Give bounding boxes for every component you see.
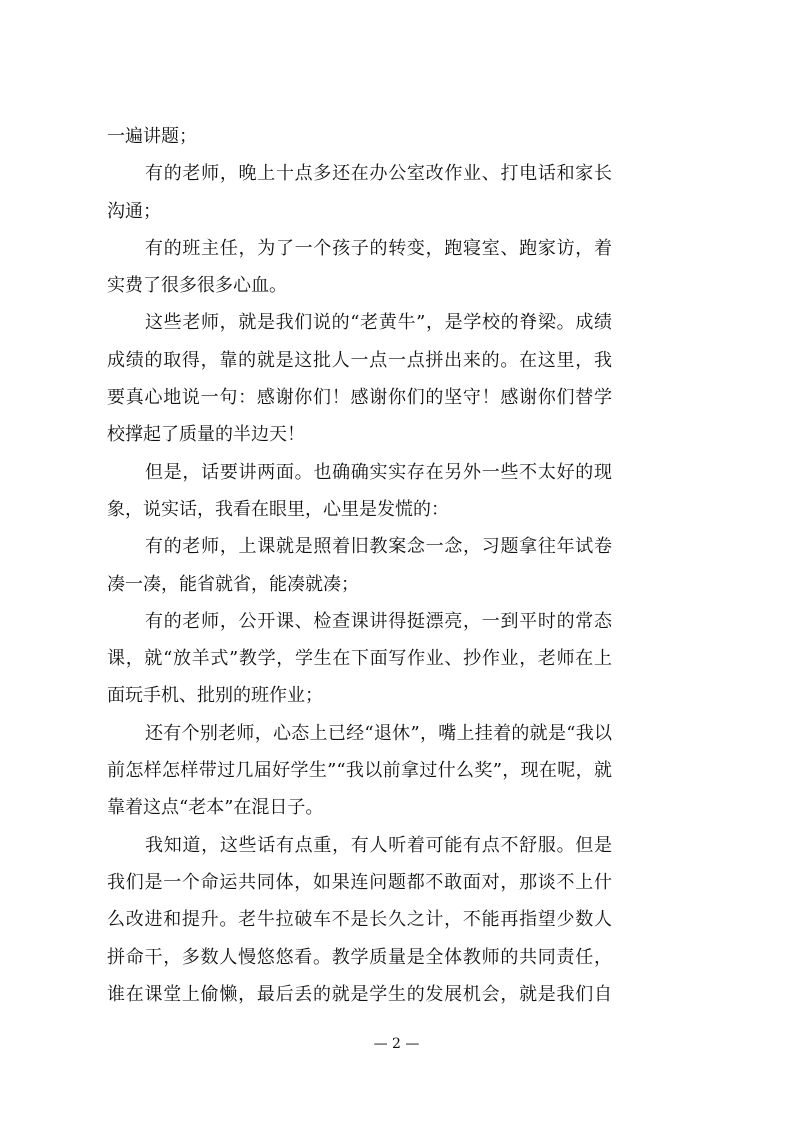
text-line: 成绩的取得，靠的就是这批人一点一点拼出来的。在这里，我	[107, 349, 612, 371]
text-line: 实费了很多很多心血。	[107, 275, 287, 297]
text-line: 一遍讲题；	[107, 126, 197, 147]
text-line: 有的老师，上课就是照着旧教案念一念，习题拿往年试卷	[145, 536, 612, 558]
text-line: 但是，话要讲两面。也确确实实存在另外一些不太好的现	[145, 461, 612, 483]
document-body	[107, 118, 612, 1013]
text-line: 有的班主任，为了一个孩子的转变，跑寝室、跑家访，着	[145, 237, 612, 259]
text-line: 要真心地说一句：感谢你们！感谢你们的坚守！感谢你们替学	[107, 387, 612, 409]
text-line: 我们是一个命运共同体，如果连问题都不敢面对，那谈不上什	[107, 871, 612, 893]
text-line: 象，说实话，我看在眼里，心里是发慌的：	[107, 498, 449, 520]
text-line: 课，就“放羊式”教学，学生在下面写作业、抄作业，老师在上	[107, 648, 612, 670]
page-number: — 2 —	[373, 1036, 420, 1052]
text-line: 谁在课堂上偷懒，最后丢的就是学生的发展机会，就是我们自	[107, 983, 612, 1005]
text-line: 有的老师，晚上十点多还在办公室改作业、打电话和家长	[145, 163, 612, 185]
text-line: 面玩手机、批别的班作业；	[107, 685, 323, 707]
text-line: 拼命干，多数人慢悠悠看。教学质量是全体教师的共同责任，	[107, 946, 612, 968]
text-line: 凑一凑，能省就省，能凑就凑；	[107, 573, 359, 595]
text-line: 靠着这点“老本”在混日子。	[107, 797, 324, 819]
text-line: 沟通；	[107, 200, 161, 222]
text-line: 有的老师，公开课、检查课讲得挺漂亮，一到平时的常态	[145, 610, 612, 632]
text-line: 还有个别老师，心态上已经“退休”，嘴上挂着的就是“我以	[145, 722, 612, 744]
text-line: 我知道，这些话有点重，有人听着可能有点不舒服。但是	[145, 834, 612, 856]
text-line: 么改进和提升。老牛拉破车不是长久之计，不能再指望少数人	[107, 909, 612, 931]
text-line: 校撑起了质量的半边天！	[107, 424, 305, 446]
text-line: 前怎样怎样带过几届好学生”“我以前拿过什么奖”，现在呢，就	[107, 760, 612, 782]
text-line: 这些老师，就是我们说的“老黄牛”，是学校的脊梁。成绩	[145, 312, 612, 334]
